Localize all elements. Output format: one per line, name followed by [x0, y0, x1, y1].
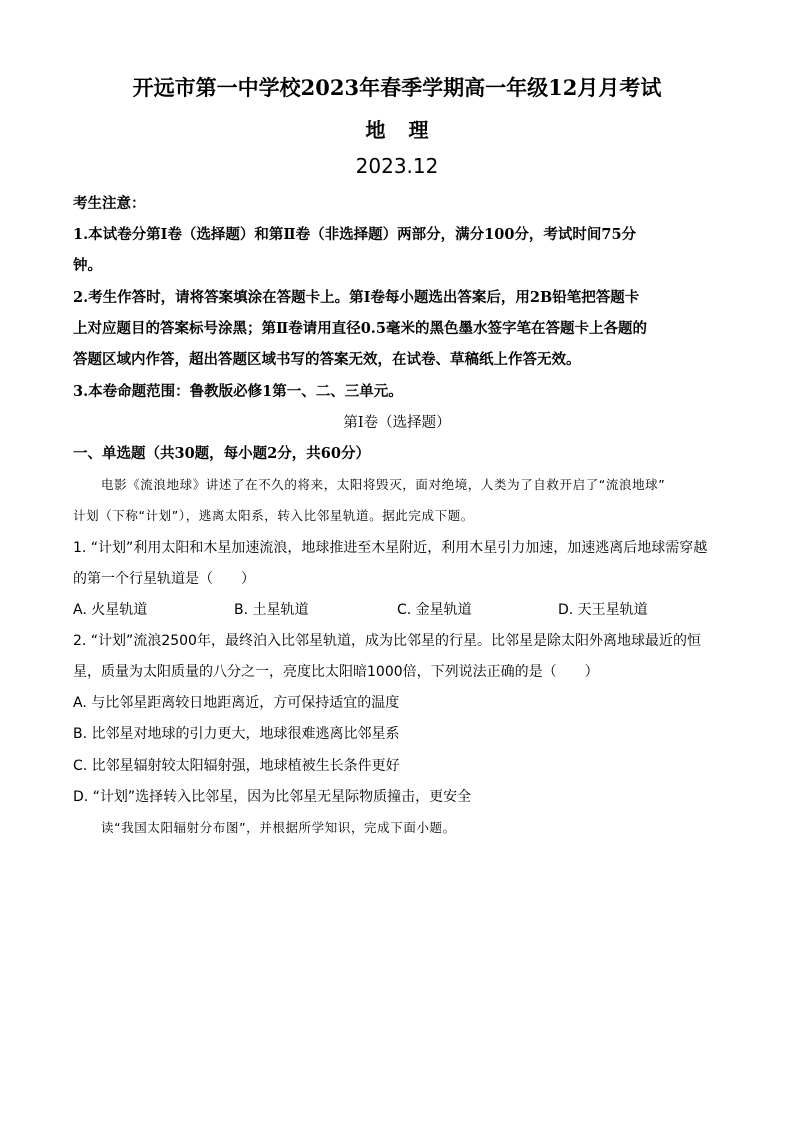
exam-subject: 地 理: [365, 118, 437, 142]
notice-item-1-line-2: 钟。: [73, 257, 102, 274]
question-2-option-b: B. 比邻星对地球的引力更大，地球很难逃离比邻星系: [73, 726, 400, 742]
notice-item-1-line-1: 1.本试卷分第Ⅰ卷（选择题）和第Ⅱ卷（非选择题）两部分，满分100分，考试时间75分: [73, 226, 637, 243]
question-2-stem-line-1: 2. “计划”流浪2500年，最终泊入比邻星轨道，成为比邻星的行星。比邻星是除太阳外离地球最近的恒: [73, 633, 701, 649]
question-1-option-c: C. 金星轨道: [397, 602, 472, 618]
notice-item-3: 3.本卷命题范围：鲁教版必修1第一、二、三单元。: [73, 383, 403, 400]
question-1-option-d: D. 天王星轨道: [558, 602, 648, 618]
exam-title: 开远市第一中学校2023年春季学期高一年级12月月考试: [132, 75, 662, 100]
question-1-stem-line-2: 的第一个行星轨道是（ ）: [73, 571, 255, 587]
question-2-option-d: D. “计划”选择转入比邻星，因为比邻星无星际物质撞击，更安全: [73, 789, 472, 805]
notice-item-2-line-2: 上对应题目的答案标号涂黑；第Ⅱ卷请用直径0.5毫米的黑色墨水签字笔在答题卡上各题的: [73, 320, 647, 337]
notice-item-2-line-3: 答题区域内作答，超出答题区域书写的答案无效，在试卷、草稿纸上作答无效。: [73, 351, 581, 368]
passage-2-line-1: 读“我国太阳辐射分布图”，并根据所学知识，完成下面小题。: [101, 820, 456, 835]
question-1-stem-line-1: 1. “计划”利用太阳和木星加速流浪，地球推进至木星附近，利用木星引力加速，加速逃离后地球需穿越: [73, 540, 708, 556]
part-one-heading: 第Ⅰ卷（选择题）: [343, 415, 451, 431]
question-1-option-b: B. 土星轨道: [234, 602, 309, 618]
exam-date: 2023.12: [355, 154, 439, 178]
notice-item-2-line-1: 2.考生作答时，请将答案填涂在答题卡上。第Ⅰ卷每小题选出答案后，用2B铅笔把答题卡: [73, 289, 640, 306]
question-2-option-c: C. 比邻星辐射较太阳辐射强，地球植被生长条件更好: [73, 758, 400, 774]
question-2-stem-line-2: 星，质量为太阳质量的八分之一，亮度比太阳暗1000倍，下列说法正确的是（ ）: [73, 664, 599, 680]
question-1-option-a: A. 火星轨道: [73, 602, 148, 618]
question-2-option-a: A. 与比邻星距离较日地距离近，方可保持适宜的温度: [73, 695, 400, 711]
notice-heading: 考生注意：: [73, 195, 146, 212]
passage-1-line-2: 计划（下称“计划”），逃离太阳系，转入比邻星轨道。据此完成下题。: [73, 508, 474, 523]
section-title: 一、单选题（共30题，每小题2分，共60分）: [73, 445, 370, 462]
passage-1-line-1: 电影《流浪地球》讲述了在不久的将来，太阳将毁灭，面对绝境，人类为了自救开启了“流浪地球”: [101, 477, 666, 492]
